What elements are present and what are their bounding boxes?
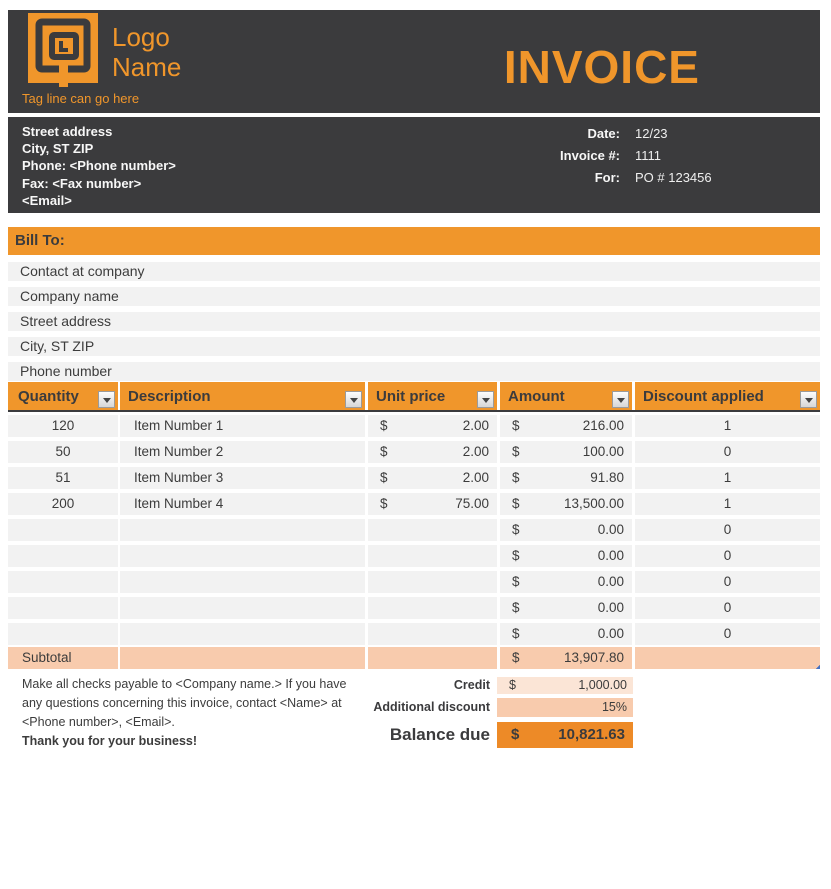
filter-dropdown-icon xyxy=(617,398,625,407)
bill-to-row[interactable]: Contact at company xyxy=(8,262,820,281)
unit-price-cell[interactable] xyxy=(368,571,497,593)
filter-dropdown-button[interactable] xyxy=(98,391,115,408)
filter-dropdown-button[interactable] xyxy=(612,391,629,408)
bill-to-row[interactable]: City, ST ZIP xyxy=(8,337,820,356)
balance-due-value: 10,821.63 xyxy=(558,726,625,743)
cell-value: 75.00 xyxy=(455,496,489,511)
table-header xyxy=(8,382,820,410)
company-street: Street address xyxy=(22,124,113,139)
table-row xyxy=(8,441,820,463)
discount-cell[interactable]: 0 xyxy=(635,519,820,541)
description-cell[interactable] xyxy=(120,545,365,567)
description-cell[interactable]: Item Number 3 xyxy=(120,467,365,489)
quantity-cell[interactable] xyxy=(8,623,118,645)
discount-cell[interactable]: 0 xyxy=(635,597,820,619)
invoice-number-value[interactable]: 1111 xyxy=(635,148,662,163)
for-row xyxy=(405,167,815,189)
currency-symbol: $ xyxy=(512,444,520,459)
table-row xyxy=(8,597,820,619)
cell-value: 13,500.00 xyxy=(563,496,624,511)
discount-cell[interactable]: 0 xyxy=(635,571,820,593)
date-label: Date: xyxy=(587,126,620,141)
unit-price-cell[interactable] xyxy=(368,597,497,619)
cell-value: 0.00 xyxy=(597,548,624,563)
credit-value-cell[interactable] xyxy=(497,677,633,694)
unit-price-cell[interactable] xyxy=(368,415,497,437)
currency-symbol: $ xyxy=(512,418,520,433)
column-header-label: Amount xyxy=(508,387,565,405)
currency-symbol: $ xyxy=(512,496,520,511)
credit-label: Credit xyxy=(453,678,490,692)
discount-cell[interactable]: 0 xyxy=(635,441,820,463)
bill-to-header: Bill To: xyxy=(8,227,820,255)
quantity-cell[interactable]: 200 xyxy=(8,493,118,515)
currency-symbol: $ xyxy=(380,418,388,433)
filter-dropdown-icon xyxy=(103,398,111,407)
bill-to-row[interactable]: Phone number xyxy=(8,362,820,381)
company-logo-icon xyxy=(28,13,102,87)
amount-cell[interactable] xyxy=(500,415,632,437)
currency-symbol: $ xyxy=(512,470,520,485)
table-row xyxy=(8,571,820,593)
cell-value: 0.00 xyxy=(597,574,624,589)
amount-cell[interactable] xyxy=(500,467,632,489)
currency-symbol: $ xyxy=(380,470,388,485)
discount-cell[interactable]: 0 xyxy=(635,623,820,645)
company-fax: Fax: <Fax number> xyxy=(22,175,142,191)
cell-value: 0.00 xyxy=(597,522,624,537)
invoice-meta-fields xyxy=(405,123,815,189)
quantity-cell[interactable]: 50 xyxy=(8,441,118,463)
invoice-title: INVOICE xyxy=(503,41,700,93)
quantity-cell[interactable] xyxy=(8,519,118,541)
amount-cell[interactable] xyxy=(500,597,632,619)
unit-price-cell[interactable] xyxy=(368,519,497,541)
amount-cell[interactable] xyxy=(500,545,632,567)
currency-symbol: $ xyxy=(512,574,520,589)
table-row xyxy=(8,623,820,645)
currency-symbol: $ xyxy=(512,522,520,537)
credit-value: 1,000.00 xyxy=(578,678,627,692)
column-header-amount[interactable] xyxy=(500,382,632,410)
note-line: any questions concerning this invoice, contact <Name> at xyxy=(22,696,342,710)
quantity-cell[interactable] xyxy=(8,597,118,619)
amount-cell[interactable] xyxy=(500,571,632,593)
description-cell[interactable] xyxy=(120,597,365,619)
currency-symbol: $ xyxy=(512,626,520,641)
table-resize-handle[interactable] xyxy=(813,662,820,669)
table-body xyxy=(8,415,820,649)
cell-value: 2.00 xyxy=(462,470,489,485)
balance-due-label: Balance due xyxy=(389,725,490,744)
bill-to-rows xyxy=(8,262,820,387)
company-address-lines xyxy=(22,123,176,209)
description-cell[interactable]: Item Number 2 xyxy=(120,441,365,463)
unit-price-cell[interactable] xyxy=(368,493,497,515)
cell-value: 100.00 xyxy=(582,444,624,459)
column-header-label: Description xyxy=(128,387,211,405)
date-value[interactable]: 12/23 xyxy=(635,126,668,141)
logo-name-line2: Name xyxy=(112,52,182,82)
column-header-label: Quantity xyxy=(18,387,79,405)
unit-price-cell[interactable] xyxy=(368,623,497,645)
company-address-block xyxy=(8,117,820,213)
logo-name-line1: Logo xyxy=(112,22,170,52)
column-header-discount-applied[interactable] xyxy=(635,382,820,410)
filter-dropdown-button[interactable] xyxy=(800,391,817,408)
currency-symbol: $ xyxy=(380,444,388,459)
thank-you-note: Thank you for your business! xyxy=(22,734,198,748)
for-label: For: xyxy=(594,170,620,185)
for-value[interactable]: PO # 123456 xyxy=(635,170,712,185)
subtotal-label-cell[interactable]: Subtotal xyxy=(8,647,118,669)
quantity-cell[interactable] xyxy=(8,545,118,567)
currency-symbol: $ xyxy=(511,726,520,743)
subtotal-row xyxy=(8,647,820,669)
table-row xyxy=(8,545,820,567)
currency-symbol: $ xyxy=(380,496,388,511)
currency-symbol: $ xyxy=(512,548,520,563)
currency-symbol: $ xyxy=(512,650,520,665)
filter-dropdown-icon xyxy=(350,398,358,407)
filter-dropdown-icon xyxy=(805,398,813,407)
subtotal-empty-cell[interactable] xyxy=(368,647,497,669)
table-header-underline xyxy=(8,410,820,412)
company-phone: Phone: <Phone number> xyxy=(22,158,176,174)
currency-symbol: $ xyxy=(509,678,516,692)
description-cell[interactable]: Item Number 1 xyxy=(120,415,365,437)
subtotal-value: 13,907.80 xyxy=(563,650,624,665)
column-header-description[interactable] xyxy=(120,382,365,410)
invoice-number-label: Invoice #: xyxy=(560,148,620,163)
subtotal-amount-cell[interactable] xyxy=(500,647,632,669)
filter-dropdown-button[interactable] xyxy=(477,391,494,408)
table-row xyxy=(8,519,820,541)
currency-symbol: $ xyxy=(512,600,520,615)
description-cell[interactable]: Item Number 4 xyxy=(120,493,365,515)
filter-dropdown-button[interactable] xyxy=(345,391,362,408)
amount-cell[interactable] xyxy=(500,493,632,515)
company-email: <Email> xyxy=(22,192,72,208)
description-cell[interactable] xyxy=(120,623,365,645)
bill-to-row[interactable]: Street address xyxy=(8,312,820,331)
column-header-label: Discount applied xyxy=(643,387,764,405)
quantity-cell[interactable] xyxy=(8,571,118,593)
amount-cell[interactable] xyxy=(500,519,632,541)
table-row xyxy=(8,415,820,437)
cell-value: 216.00 xyxy=(582,418,624,433)
unit-price-cell[interactable] xyxy=(368,467,497,489)
description-cell[interactable] xyxy=(120,571,365,593)
logo-name xyxy=(112,22,181,82)
note-line: <Phone number>, <Email>. xyxy=(22,715,175,729)
subtotal-empty-cell[interactable] xyxy=(635,647,820,669)
discount-cell[interactable]: 0 xyxy=(635,545,820,567)
bill-to-row[interactable]: Company name xyxy=(8,287,820,306)
cell-value: 0.00 xyxy=(597,600,624,615)
filter-dropdown-icon xyxy=(482,398,490,407)
description-cell[interactable] xyxy=(120,519,365,541)
tagline: Tag line can go here xyxy=(22,91,140,106)
balance-due-value-cell[interactable] xyxy=(497,722,633,748)
date-row xyxy=(405,123,815,145)
amount-cell[interactable] xyxy=(500,623,632,645)
unit-price-cell[interactable] xyxy=(368,441,497,463)
column-header-quantity[interactable] xyxy=(8,382,118,410)
invoice-number-row xyxy=(405,145,815,167)
unit-price-cell[interactable] xyxy=(368,545,497,567)
column-header-unit-price[interactable] xyxy=(368,382,497,410)
quantity-cell[interactable]: 51 xyxy=(8,467,118,489)
discount-cell[interactable]: 1 xyxy=(635,415,820,437)
cell-value: 2.00 xyxy=(462,444,489,459)
subtotal-empty-cell[interactable] xyxy=(120,647,365,669)
column-header-label: Unit price xyxy=(376,387,446,405)
table-row xyxy=(8,467,820,489)
discount-cell[interactable]: 1 xyxy=(635,467,820,489)
cell-value: 0.00 xyxy=(597,626,624,641)
cell-value: 91.80 xyxy=(590,470,624,485)
additional-discount-label: Additional discount xyxy=(373,700,490,714)
quantity-cell[interactable]: 120 xyxy=(8,415,118,437)
company-city: City, ST ZIP xyxy=(22,141,94,157)
amount-cell[interactable] xyxy=(500,441,632,463)
note-line: Make all checks payable to <Company name.> If you have xyxy=(22,677,347,691)
additional-discount-value-cell[interactable]: 15% xyxy=(497,698,633,717)
header-banner xyxy=(8,10,820,113)
cell-value: 2.00 xyxy=(462,418,489,433)
discount-cell[interactable]: 1 xyxy=(635,493,820,515)
table-row xyxy=(8,493,820,515)
